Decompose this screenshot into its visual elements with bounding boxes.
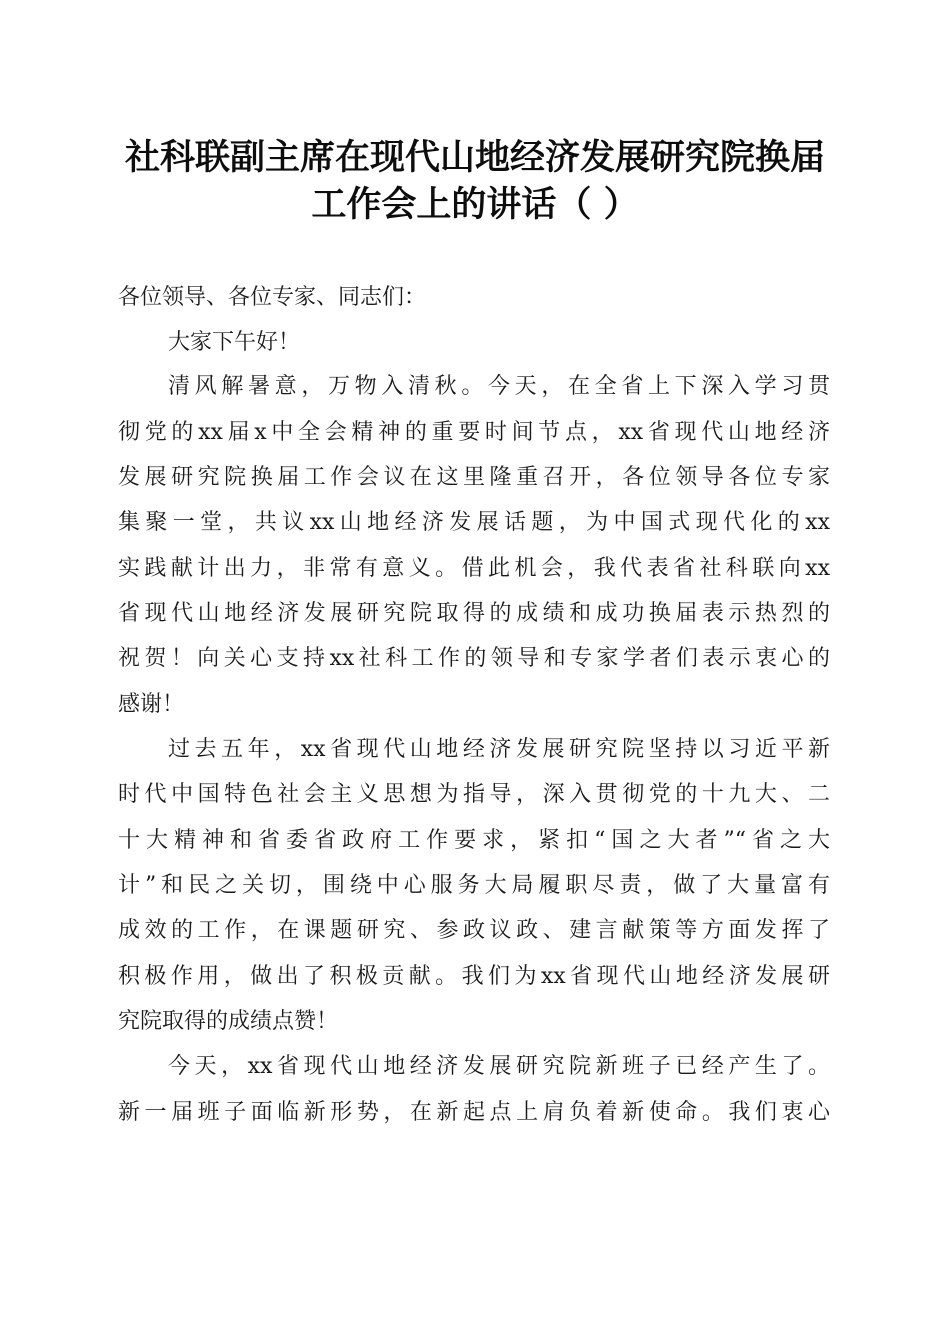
paragraph-3-line-1: 今天，xx省现代山地经济发展研究院新班子已经产生了。 — [168, 1054, 830, 1079]
paragraph-2-line-2: 时代中国特色社会主义思想为指导，深入贯彻党的十九大、二 — [118, 782, 830, 807]
document-title-line-1: 社科联副主席在现代山地经济发展研究院换届 — [124, 137, 825, 178]
paragraph-1-line-6: 省现代山地经济发展研究院取得的成绩和成功换届表示热烈的 — [118, 601, 830, 626]
paragraph-2-line-3: 十大精神和省委省政府工作要求，紧扣“国之大者”“省之大 — [118, 828, 830, 853]
paragraph-3-line-2: 新一届班子面临新形势，在新起点上肩负着新使命。我们衷心 — [118, 1100, 830, 1125]
paragraph-1-line-8: 感谢！ — [118, 692, 185, 717]
paragraph-2-line-4: 计”和民之关切，围绕中心服务大局履职尽责，做了大量富有 — [118, 873, 830, 898]
paragraph-1-line-3: 发展研究院换届工作会议在这里隆重召开，各位领导各位专家 — [118, 465, 830, 490]
salutation: 各位领导、各位专家、同志们： — [118, 285, 427, 310]
paragraph-1-line-1: 清风解暑意，万物入清秋。今天，在全省上下深入学习贯 — [168, 374, 830, 399]
paragraph-1-line-2: 彻党的xx届x中全会精神的重要时间节点，xx省现代山地经济 — [118, 420, 830, 445]
greeting: 大家下午好！ — [168, 330, 301, 355]
paragraph-2-line-7: 究院取得的成绩点赞！ — [118, 1009, 339, 1034]
paragraph-1-line-5: 实践献计出力，非常有意义。借此机会，我代表省社科联向xx — [118, 556, 830, 581]
paragraph-1-line-7: 祝贺！向关心支持xx社科工作的领导和专家学者们表示衷心的 — [118, 646, 830, 671]
paragraph-1-line-4: 集聚一堂，共议xx山地经济发展话题，为中国式现代化的xx — [118, 510, 830, 535]
document-title-line-2: 工作会上的讲话（ ） — [311, 184, 639, 225]
paragraph-2-line-1: 过去五年，xx省现代山地经济发展研究院坚持以习近平新 — [168, 737, 830, 762]
paragraph-2-line-5: 成效的工作，在课题研究、参政议政、建言献策等方面发挥了 — [118, 918, 830, 943]
paragraph-2-line-6: 积极作用，做出了积极贡献。我们为xx省现代山地经济发展研 — [118, 964, 830, 989]
